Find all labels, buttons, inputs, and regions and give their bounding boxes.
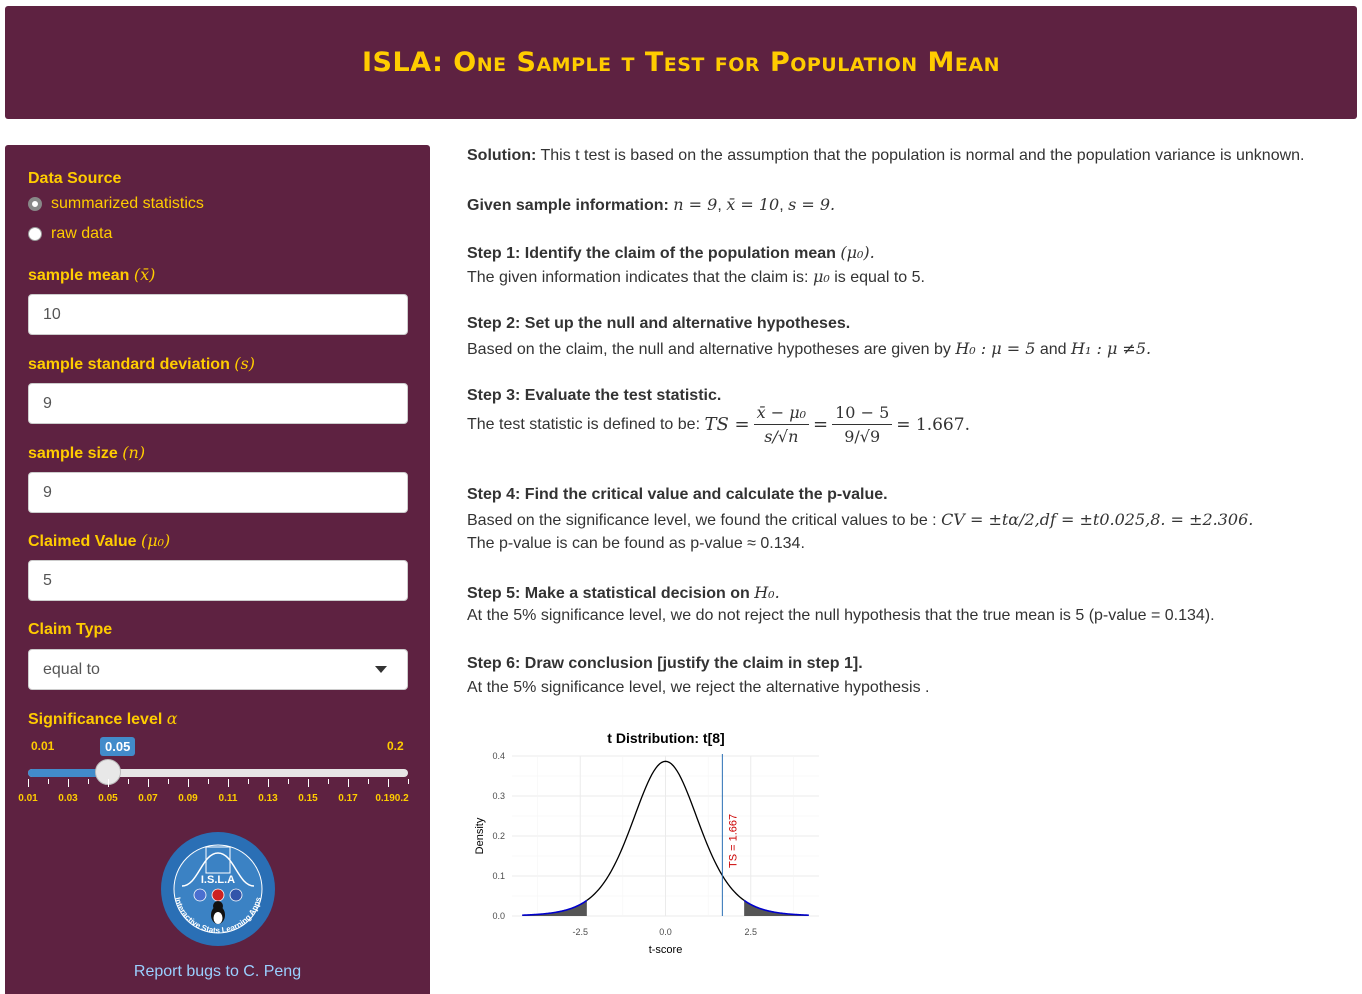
slider-tick bbox=[288, 779, 289, 784]
fraction-numerator: x̄ − μ₀ bbox=[754, 403, 809, 425]
sample-sd-label bbox=[28, 354, 255, 374]
ts-result: = 1.667. bbox=[896, 414, 970, 435]
y-tick-label: 0.2 bbox=[492, 831, 505, 841]
label-symbol: (s) bbox=[234, 354, 255, 373]
slider-tick bbox=[208, 779, 209, 784]
y-tick-label: 0.1 bbox=[492, 871, 505, 881]
isla-logo bbox=[160, 831, 276, 947]
x-tick-label: -2.5 bbox=[572, 927, 588, 937]
step-title: Step 4: Find the critical value and calculate the p-value. bbox=[467, 486, 888, 503]
claim-type-label: Claim Type bbox=[28, 621, 113, 638]
mu-symbol: μ₀ bbox=[812, 267, 830, 286]
label-symbol: (n) bbox=[122, 443, 146, 462]
slider-tick-label: 0.17 bbox=[338, 793, 358, 804]
step5-text: At the 5% significance level, we do not reject the null hypothesis that the true mean is 5 (p-value = 0.134). bbox=[467, 607, 1215, 624]
given-s: s = 9. bbox=[788, 195, 836, 214]
step3-formula bbox=[467, 403, 970, 446]
slider-tick-label: 0.190.2 bbox=[375, 793, 409, 804]
y-tick-label: 0.0 bbox=[492, 911, 505, 921]
step-text: Based on the significance level, we found the critical values to be : bbox=[467, 512, 937, 529]
app-header bbox=[5, 6, 1357, 119]
slider-tick bbox=[368, 779, 369, 784]
radio-summarized-statistics[interactable] bbox=[28, 195, 204, 213]
data-source-label: Data Source bbox=[28, 170, 122, 187]
step2-text bbox=[467, 339, 1151, 359]
sidebar-panel bbox=[5, 145, 430, 994]
equals-sign: = bbox=[813, 414, 829, 435]
claimed-value-label bbox=[28, 531, 170, 551]
fraction-numerator: 10 − 5 bbox=[832, 403, 892, 425]
slider-tick-label: 0.09 bbox=[178, 793, 198, 804]
step4-title bbox=[467, 486, 888, 504]
slider-ticks bbox=[28, 779, 408, 789]
slider-tick bbox=[88, 779, 89, 784]
significance-label bbox=[28, 709, 178, 729]
slider-tick-label: 0.11 bbox=[218, 793, 238, 804]
label-text: sample standard deviation bbox=[28, 356, 230, 373]
chart-title: t Distribution: t[8] bbox=[607, 730, 725, 746]
step4-pvalue: The p-value is can be found as p-value ≈ 0.134. bbox=[467, 535, 805, 552]
step6-title bbox=[467, 655, 863, 673]
slider-tick bbox=[268, 779, 269, 787]
null-hypothesis: H₀ : μ = 5 bbox=[955, 339, 1036, 358]
solution-intro bbox=[467, 147, 1305, 165]
slider-tick bbox=[108, 779, 109, 787]
given-info: Given sample information: n = 9, x̄ = 10, s = 9. bbox=[467, 195, 836, 214]
label-text: Significance level bbox=[28, 711, 163, 728]
slider-tick bbox=[228, 779, 229, 787]
slider-value-badge: 0.05 bbox=[100, 737, 135, 756]
step-title: Step 3: Evaluate the test statistic. bbox=[467, 387, 722, 404]
slider-tick-label: 0.03 bbox=[58, 793, 78, 804]
label-text: sample mean bbox=[28, 267, 130, 284]
step2-title bbox=[467, 315, 850, 333]
claim-type-select[interactable] bbox=[28, 649, 408, 690]
given-n: n = 9 bbox=[673, 195, 718, 214]
critical-value: CV = ±tα/2,df = ±t0.025,8. = ±2.306. bbox=[941, 510, 1254, 529]
label-text: sample size bbox=[28, 445, 118, 462]
radio-label: raw data bbox=[51, 225, 113, 242]
logo-text: I.S.L.A bbox=[200, 874, 236, 886]
slider-tick bbox=[248, 779, 249, 784]
slider-tick-label: 0.01 bbox=[18, 793, 38, 804]
and-text: and bbox=[1039, 341, 1067, 358]
label-symbol: α bbox=[166, 709, 178, 728]
sample-sd-input[interactable]: 9 bbox=[28, 383, 408, 424]
slider-tick bbox=[308, 779, 309, 787]
x-tick-label: 2.5 bbox=[744, 927, 758, 937]
slider-tick bbox=[188, 779, 189, 787]
slider-tick-label: 0.05 bbox=[98, 793, 118, 804]
t-distribution-chart bbox=[467, 722, 827, 962]
step6-text: At the 5% significance level, we reject the alternative hypothesis . bbox=[467, 679, 930, 696]
slider-tick-labels bbox=[5, 793, 430, 807]
slider-tick bbox=[48, 779, 49, 784]
slider-tick-label: 0.07 bbox=[138, 793, 158, 804]
slider-min-label: 0.01 bbox=[31, 739, 55, 753]
x-axis-label: t-score bbox=[648, 944, 683, 956]
select-value: equal to bbox=[43, 661, 100, 678]
radio-unselected-icon[interactable] bbox=[28, 227, 42, 241]
sample-mean-label bbox=[28, 265, 155, 285]
x-tick-label: 0.0 bbox=[659, 927, 672, 937]
ts-symbol: TS = bbox=[704, 414, 750, 435]
step-title: Step 1: Identify the claim of the population mean bbox=[467, 245, 836, 262]
radio-label: summarized statistics bbox=[51, 195, 204, 212]
intro-label: Solution: bbox=[467, 147, 537, 164]
step4-text bbox=[467, 510, 1253, 530]
page-title: ISLA: One Sample t Test for Population Mean bbox=[361, 47, 1001, 78]
slider-tick bbox=[168, 779, 169, 784]
step1-title bbox=[467, 243, 875, 263]
slider-tick bbox=[328, 779, 329, 784]
claimed-value-input[interactable]: 5 bbox=[28, 560, 408, 601]
intro-text: This t test is based on the assumption that the population is normal and the population variance is unknown. bbox=[540, 147, 1305, 164]
y-tick-label: 0.4 bbox=[492, 751, 505, 761]
step-text: is equal to 5. bbox=[834, 269, 925, 286]
report-bugs-link[interactable]: Report bugs to C. Peng bbox=[133, 963, 302, 980]
left-tail-area bbox=[522, 900, 587, 916]
slider-tick bbox=[28, 779, 29, 787]
sample-size-input[interactable]: 9 bbox=[28, 472, 408, 513]
fraction-denominator: s/√n bbox=[764, 427, 799, 446]
sample-mean-input[interactable]: 10 bbox=[28, 294, 408, 335]
given-label: Given sample information: bbox=[467, 197, 669, 214]
right-tail-area bbox=[744, 900, 809, 916]
radio-selected-icon[interactable] bbox=[28, 197, 42, 211]
y-tick-label: 0.3 bbox=[492, 791, 505, 801]
step5-title bbox=[467, 583, 780, 603]
label-symbol: (x̄) bbox=[133, 265, 156, 284]
label-symbol: (μ₀) bbox=[140, 531, 171, 550]
slider-tick bbox=[68, 779, 69, 787]
logo-ring-text: Interactive Stats Learning Apps bbox=[172, 896, 264, 936]
slider-tick-label: 0.13 bbox=[258, 793, 278, 804]
step-text: Based on the claim, the null and alternative hypotheses are given by bbox=[467, 341, 951, 358]
fraction-denominator: 9/√9 bbox=[844, 427, 881, 446]
step-title: Step 5: Make a statistical decision on bbox=[467, 585, 750, 602]
slider-tick bbox=[348, 779, 349, 787]
slider-max-label: 0.2 bbox=[387, 739, 404, 753]
radio-raw-data[interactable] bbox=[28, 225, 112, 243]
slider-tick bbox=[408, 779, 409, 784]
h0-symbol: H₀. bbox=[754, 583, 780, 602]
step-text: The test statistic is defined to be: bbox=[467, 415, 701, 433]
slider-tick bbox=[128, 779, 129, 784]
label-text: Claimed Value bbox=[28, 533, 137, 550]
fraction-values bbox=[832, 403, 892, 446]
step-title: Step 6: Draw conclusion [justify the claim in step 1]. bbox=[467, 655, 863, 672]
step-symbol: (μ₀). bbox=[840, 243, 875, 262]
step-title: Step 2: Set up the null and alternative hypotheses. bbox=[467, 315, 851, 332]
slider-tick bbox=[388, 779, 389, 787]
alt-hypothesis: H₁ : μ ≠5. bbox=[1071, 339, 1152, 358]
given-xbar: x̄ = 10 bbox=[726, 195, 780, 214]
y-axis-label: Density bbox=[474, 817, 486, 855]
sample-size-label bbox=[28, 443, 145, 463]
chevron-down-icon bbox=[375, 666, 387, 673]
step-text: The given information indicates that the claim is: bbox=[467, 269, 809, 286]
fraction-general bbox=[754, 403, 809, 446]
step1-text bbox=[467, 267, 925, 287]
slider-tick bbox=[148, 779, 149, 787]
slider-tick-label: 0.15 bbox=[298, 793, 318, 804]
test-statistic-label: TS = 1.667 bbox=[727, 813, 740, 868]
